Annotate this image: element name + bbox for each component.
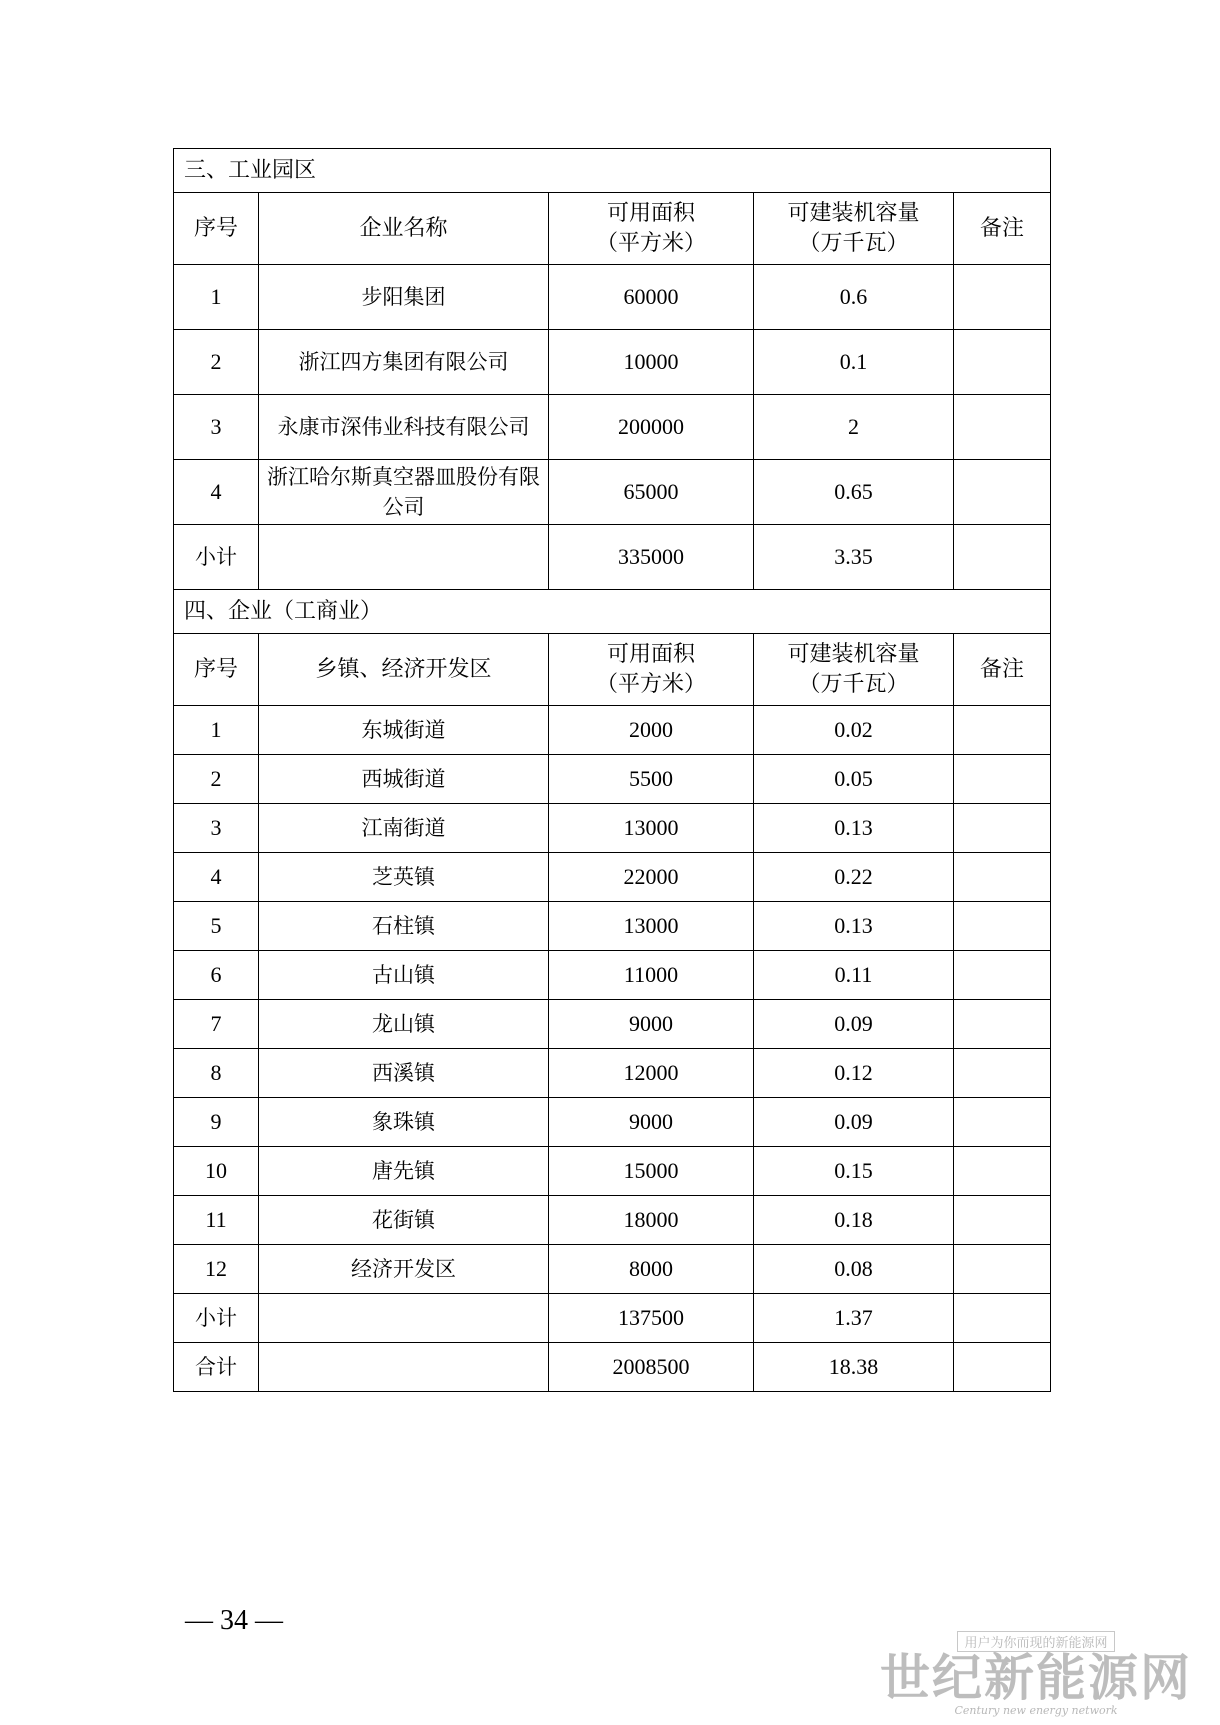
cell-area: 2000 xyxy=(549,706,754,755)
cell-capacity: 2 xyxy=(754,395,954,460)
cell-no: 7 xyxy=(174,1000,259,1049)
cell-note xyxy=(954,1196,1051,1245)
cell-name xyxy=(259,1343,549,1392)
table-row xyxy=(174,902,1051,951)
cell-note xyxy=(954,265,1051,330)
table-row xyxy=(174,853,1051,902)
cell-name: 龙山镇 xyxy=(259,1000,549,1049)
cell-capacity: 0.1 xyxy=(754,330,954,395)
cell-note xyxy=(954,706,1051,755)
table-row xyxy=(174,395,1051,460)
cell-area: 8000 xyxy=(549,1245,754,1294)
cell-no: 小计 xyxy=(174,1294,259,1343)
cell-area: 2008500 xyxy=(549,1343,754,1392)
cell-note xyxy=(954,1343,1051,1392)
cell-capacity: 3.35 xyxy=(754,525,954,590)
cell-area: 60000 xyxy=(549,265,754,330)
cell-area: 13000 xyxy=(549,902,754,951)
cell-name: 花街镇 xyxy=(259,1196,549,1245)
cell-name: 唐先镇 xyxy=(259,1147,549,1196)
cell-no: 12 xyxy=(174,1245,259,1294)
cell-capacity: 0.12 xyxy=(754,1049,954,1098)
cell-note xyxy=(954,460,1051,525)
cell-no: 11 xyxy=(174,1196,259,1245)
cell-no: 1 xyxy=(174,265,259,330)
cell-no: 1 xyxy=(174,706,259,755)
cell-no: 2 xyxy=(174,330,259,395)
cell-no: 4 xyxy=(174,853,259,902)
cell-no: 小计 xyxy=(174,525,259,590)
section-title-row xyxy=(174,149,1051,193)
cell-area: 13000 xyxy=(549,804,754,853)
table-header-row xyxy=(174,634,1051,706)
cell-note xyxy=(954,951,1051,1000)
cell-no: 5 xyxy=(174,902,259,951)
table-row xyxy=(174,330,1051,395)
cell-capacity: 18.38 xyxy=(754,1343,954,1392)
cell-no: 4 xyxy=(174,460,259,525)
cell-area: 137500 xyxy=(549,1294,754,1343)
table-row xyxy=(174,755,1051,804)
cell-name: 经济开发区 xyxy=(259,1245,549,1294)
cell-name: 象珠镇 xyxy=(259,1098,549,1147)
cell-no: 3 xyxy=(174,804,259,853)
table-row xyxy=(174,1049,1051,1098)
table-row xyxy=(174,265,1051,330)
section-title-row xyxy=(174,590,1051,634)
column-header-name: 乡镇、经济开发区 xyxy=(259,634,549,706)
cell-note xyxy=(954,525,1051,590)
cell-no: 9 xyxy=(174,1098,259,1147)
cell-area: 10000 xyxy=(549,330,754,395)
cell-area: 5500 xyxy=(549,755,754,804)
cell-area: 11000 xyxy=(549,951,754,1000)
cell-name: 江南街道 xyxy=(259,804,549,853)
cell-no: 6 xyxy=(174,951,259,1000)
watermark-subtitle: Century new energy network xyxy=(954,1704,1118,1717)
cell-name: 步阳集团 xyxy=(259,265,549,330)
cell-area: 12000 xyxy=(549,1049,754,1098)
cell-area: 15000 xyxy=(549,1147,754,1196)
cell-area: 335000 xyxy=(549,525,754,590)
cell-name: 西城街道 xyxy=(259,755,549,804)
cell-name: 永康市深伟业科技有限公司 xyxy=(259,395,549,460)
cell-name xyxy=(259,1294,549,1343)
cell-no: 10 xyxy=(174,1147,259,1196)
cell-no: 2 xyxy=(174,755,259,804)
column-header-note: 备注 xyxy=(954,193,1051,265)
subtotal-row xyxy=(174,1294,1051,1343)
cell-note xyxy=(954,1098,1051,1147)
cell-capacity: 0.05 xyxy=(754,755,954,804)
cell-note xyxy=(954,1245,1051,1294)
cell-area: 22000 xyxy=(549,853,754,902)
cell-capacity: 0.65 xyxy=(754,460,954,525)
cell-capacity: 0.18 xyxy=(754,1196,954,1245)
cell-capacity: 0.6 xyxy=(754,265,954,330)
table-row xyxy=(174,1000,1051,1049)
cell-area: 9000 xyxy=(549,1098,754,1147)
cell-area: 200000 xyxy=(549,395,754,460)
watermark-title: 世纪新能源网 xyxy=(880,1649,1192,1707)
cell-note xyxy=(954,902,1051,951)
cell-name: 古山镇 xyxy=(259,951,549,1000)
table-row xyxy=(174,1147,1051,1196)
column-header-area: 可用面积 （平方米） xyxy=(549,634,754,706)
cell-name: 东城街道 xyxy=(259,706,549,755)
cell-note xyxy=(954,755,1051,804)
cell-note xyxy=(954,1000,1051,1049)
cell-no: 8 xyxy=(174,1049,259,1098)
cell-area: 65000 xyxy=(549,460,754,525)
cell-name: 石柱镇 xyxy=(259,902,549,951)
cell-capacity: 0.09 xyxy=(754,1098,954,1147)
column-header-capacity: 可建装机容量 （万千瓦） xyxy=(754,193,954,265)
cell-note xyxy=(954,853,1051,902)
cell-name: 芝英镇 xyxy=(259,853,549,902)
cell-name: 浙江哈尔斯真空器皿股份有限公司 xyxy=(259,460,549,525)
cell-capacity: 0.09 xyxy=(754,1000,954,1049)
cell-name xyxy=(259,525,549,590)
column-header-note: 备注 xyxy=(954,634,1051,706)
table-header-row xyxy=(174,193,1051,265)
cell-note xyxy=(954,804,1051,853)
column-header-no: 序号 xyxy=(174,193,259,265)
table-row xyxy=(174,1245,1051,1294)
cell-area: 9000 xyxy=(549,1000,754,1049)
cell-capacity: 0.02 xyxy=(754,706,954,755)
cell-capacity: 0.13 xyxy=(754,804,954,853)
cell-area: 18000 xyxy=(549,1196,754,1245)
cell-note xyxy=(954,395,1051,460)
cell-name: 西溪镇 xyxy=(259,1049,549,1098)
cell-note xyxy=(954,1294,1051,1343)
cell-note xyxy=(954,1147,1051,1196)
table-row xyxy=(174,1098,1051,1147)
cell-capacity: 0.15 xyxy=(754,1147,954,1196)
cell-capacity: 0.11 xyxy=(754,951,954,1000)
cell-capacity: 0.22 xyxy=(754,853,954,902)
table-row xyxy=(174,1196,1051,1245)
section-title: 三、工业园区 xyxy=(174,149,1051,193)
cell-capacity: 0.08 xyxy=(754,1245,954,1294)
watermark-logo xyxy=(880,1631,1192,1717)
column-header-no: 序号 xyxy=(174,634,259,706)
table-row xyxy=(174,706,1051,755)
cell-note xyxy=(954,330,1051,395)
cell-no: 合计 xyxy=(174,1343,259,1392)
total-row xyxy=(174,1343,1051,1392)
data-table xyxy=(173,148,1051,1392)
subtotal-row xyxy=(174,525,1051,590)
cell-capacity: 1.37 xyxy=(754,1294,954,1343)
page-number: — 34 — xyxy=(185,1605,283,1636)
table-row xyxy=(174,951,1051,1000)
cell-no: 3 xyxy=(174,395,259,460)
cell-note xyxy=(954,1049,1051,1098)
section-title: 四、企业（工商业） xyxy=(174,590,1051,634)
table-row xyxy=(174,460,1051,525)
column-header-name: 企业名称 xyxy=(259,193,549,265)
column-header-area: 可用面积 （平方米） xyxy=(549,193,754,265)
cell-name: 浙江四方集团有限公司 xyxy=(259,330,549,395)
watermark-tagline: 用户为你而现的新能源网 xyxy=(957,1631,1114,1652)
table-row xyxy=(174,804,1051,853)
column-header-capacity: 可建装机容量 （万千瓦） xyxy=(754,634,954,706)
cell-capacity: 0.13 xyxy=(754,902,954,951)
